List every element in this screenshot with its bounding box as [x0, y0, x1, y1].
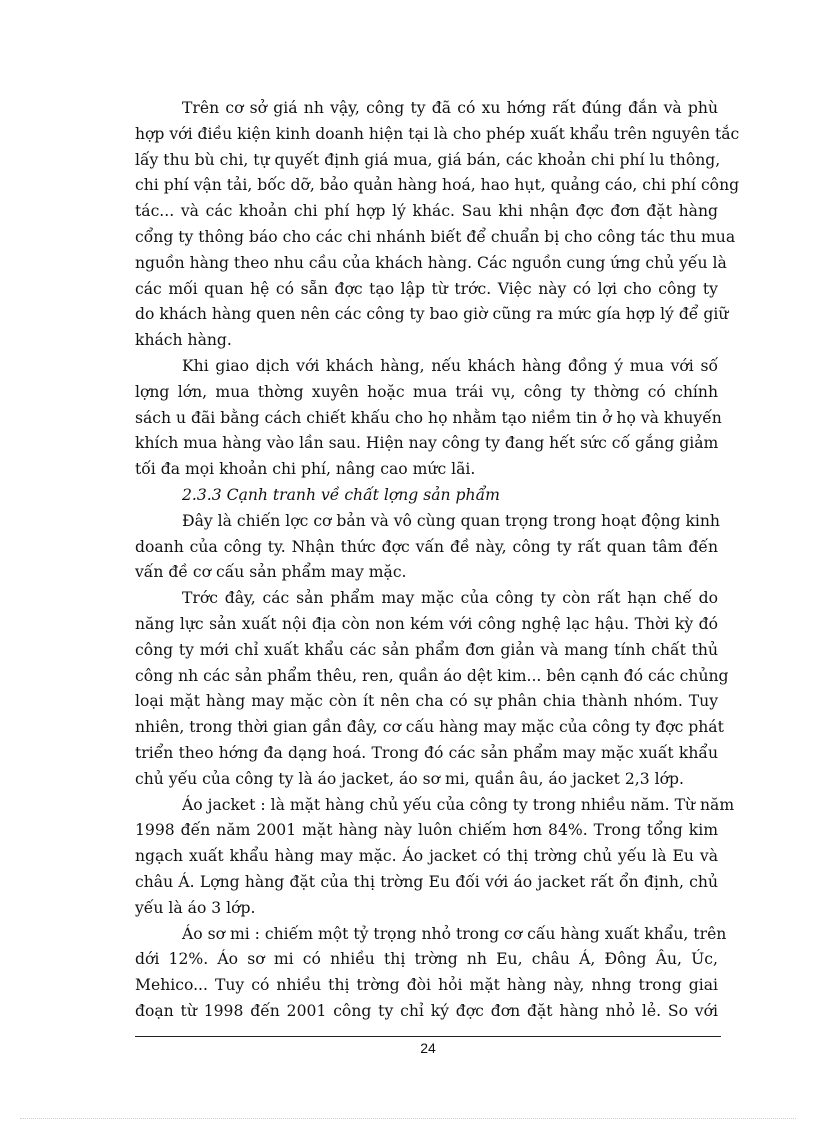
text-line: năng lực sản xuất nội địa còn non kém với công nghệ lạc hậu. Thời kỳ đó: [135, 614, 718, 633]
paragraph: [135, 354, 722, 483]
paragraph: [135, 922, 727, 1025]
text-line: do khách hàng quen nên các công ty bao giờ cũng ra mức gía hợp lý để giữ: [135, 305, 729, 324]
text-line: nhiên, trong thời gian gần đây, cơ cấu hàng may mặc của công ty đợc phát: [135, 718, 724, 737]
text-line: đoạn từ 1998 đến 2001 công ty chỉ ký đợc đơn đặt hàng nhỏ lẻ. So với: [135, 1001, 718, 1020]
text-line: cổng ty thông báo cho các chi nhánh biết để chuẩn bị cho công tác thu mua: [135, 227, 736, 246]
text-line: yếu là áo 3 lớp.: [135, 898, 256, 917]
page-number: 24: [420, 1040, 436, 1056]
text-line: khích mua hàng vào lần sau. Hiện nay công ty đang hết sức cố gắng giảm: [135, 434, 719, 453]
paragraph: [135, 509, 718, 586]
text-line: Áo jacket : là mặt hàng chủ yếu của công ty trong nhiều năm. Từ năm: [182, 795, 735, 814]
text-line: dới 12%. Áo sơ mi có nhiều thị trờng nh Eu, châu Á, Đông Âu, Úc,: [135, 950, 718, 969]
text-line: loại mặt hàng may mặc còn ít nên cha có sự phân chia thành nhóm. Tuy: [135, 692, 718, 711]
text-line: các mối quan hệ có sẵn đợc tạo lập từ trớc. Việc này có lợi cho công ty: [135, 279, 718, 298]
text-line: Trớc đây, các sản phẩm may mặc của công ty còn rất hạn chế do: [182, 589, 718, 608]
text-line: lợng lớn, mua thờng xuyên hoặc mua trái vụ, công ty thờng có chính: [135, 382, 718, 401]
text-line: Khi giao dịch với khách hàng, nếu khách hàng đồng ý mua với số: [182, 356, 718, 375]
text-line: ngạch xuất khẩu hàng may mặc. Áo jacket có thị trờng chủ yếu là Eu và: [135, 847, 718, 866]
text-line: nguồn hàng theo nhu cầu của khách hàng. Các nguồn cung ứng chủ yếu là: [135, 253, 727, 272]
text-line: châu Á. Lợng hàng đặt của thị trờng Eu đối với áo jacket rất ổn định, chủ: [135, 872, 718, 891]
text-line: chi phí vận tải, bốc dỡ, bảo quản hàng hoá, hao hụt, quảng cáo, chi phí công: [135, 176, 740, 195]
text-line: Trên cơ sở giá nh vậy, công ty đã có xu hớng rất đúng đắn và phù: [182, 99, 718, 117]
text-line: lấy thu bù chi, tự quyết định giá mua, giá bán, các khoản chi phí lu thông,: [135, 150, 721, 169]
text-line: Mehico... Tuy có nhiều thị trờng đòi hỏi mặt hàng này, nhng trong giai: [135, 976, 718, 995]
text-line: vấn đề cơ cấu sản phẩm may mặc.: [135, 563, 407, 582]
text-line: công nh các sản phẩm thêu, ren, quần áo dệt kim... bên cạnh đó các chủng: [135, 666, 729, 685]
text-line: 2.3.3 Cạnh tranh về chất lợng sản phẩm: [182, 485, 500, 504]
body-text: [135, 96, 740, 1025]
text-line: sách u đãi bằng cách chiết khấu cho họ nhằm tạo niềm tin ở họ và khuyến: [135, 408, 722, 427]
text-line: hợp với điều kiện kinh doanh hiện tại là cho phép xuất khẩu trên nguyên tắc: [135, 124, 740, 143]
text-line: Áo sơ mi : chiếm một tỷ trọng nhỏ trong cơ cấu hàng xuất khẩu, trên: [182, 924, 727, 943]
text-line: Đây là chiến lợc cơ bản và vô cùng quan trọng trong hoạt động kinh: [182, 511, 720, 530]
text-line: chủ yếu của công ty là áo jacket, áo sơ mi, quần âu, áo jacket 2,3 lớp.: [135, 769, 684, 788]
text-line: tối đa mọi khoản chi phí, nâng cao mức lãi.: [135, 460, 476, 479]
text-line: công ty mới chỉ xuất khẩu các sản phẩm đơn giản và mang tính chất thủ: [135, 640, 718, 659]
footer-divider: [135, 1036, 721, 1037]
text-line: khách hàng.: [135, 331, 232, 350]
paragraph: [135, 96, 740, 354]
text-line: 1998 đến năm 2001 mặt hàng này luôn chiếm hơn 84%. Trong tổng kim: [135, 821, 718, 840]
paragraph: [135, 793, 735, 922]
section-heading: [135, 483, 718, 509]
text-line: tác... và các khoản chi phí hợp lý khác. Sau khi nhận đợc đơn đặt hàng: [135, 202, 718, 221]
page-edge: [20, 1118, 796, 1119]
text-line: triển theo hớng đa dạng hoá. Trong đó các sản phẩm may mặc xuất khẩu: [135, 743, 718, 762]
paragraph: [135, 586, 729, 792]
text-line: doanh của công ty. Nhận thức đợc vấn đề này, công ty rất quan tâm đến: [135, 537, 718, 556]
